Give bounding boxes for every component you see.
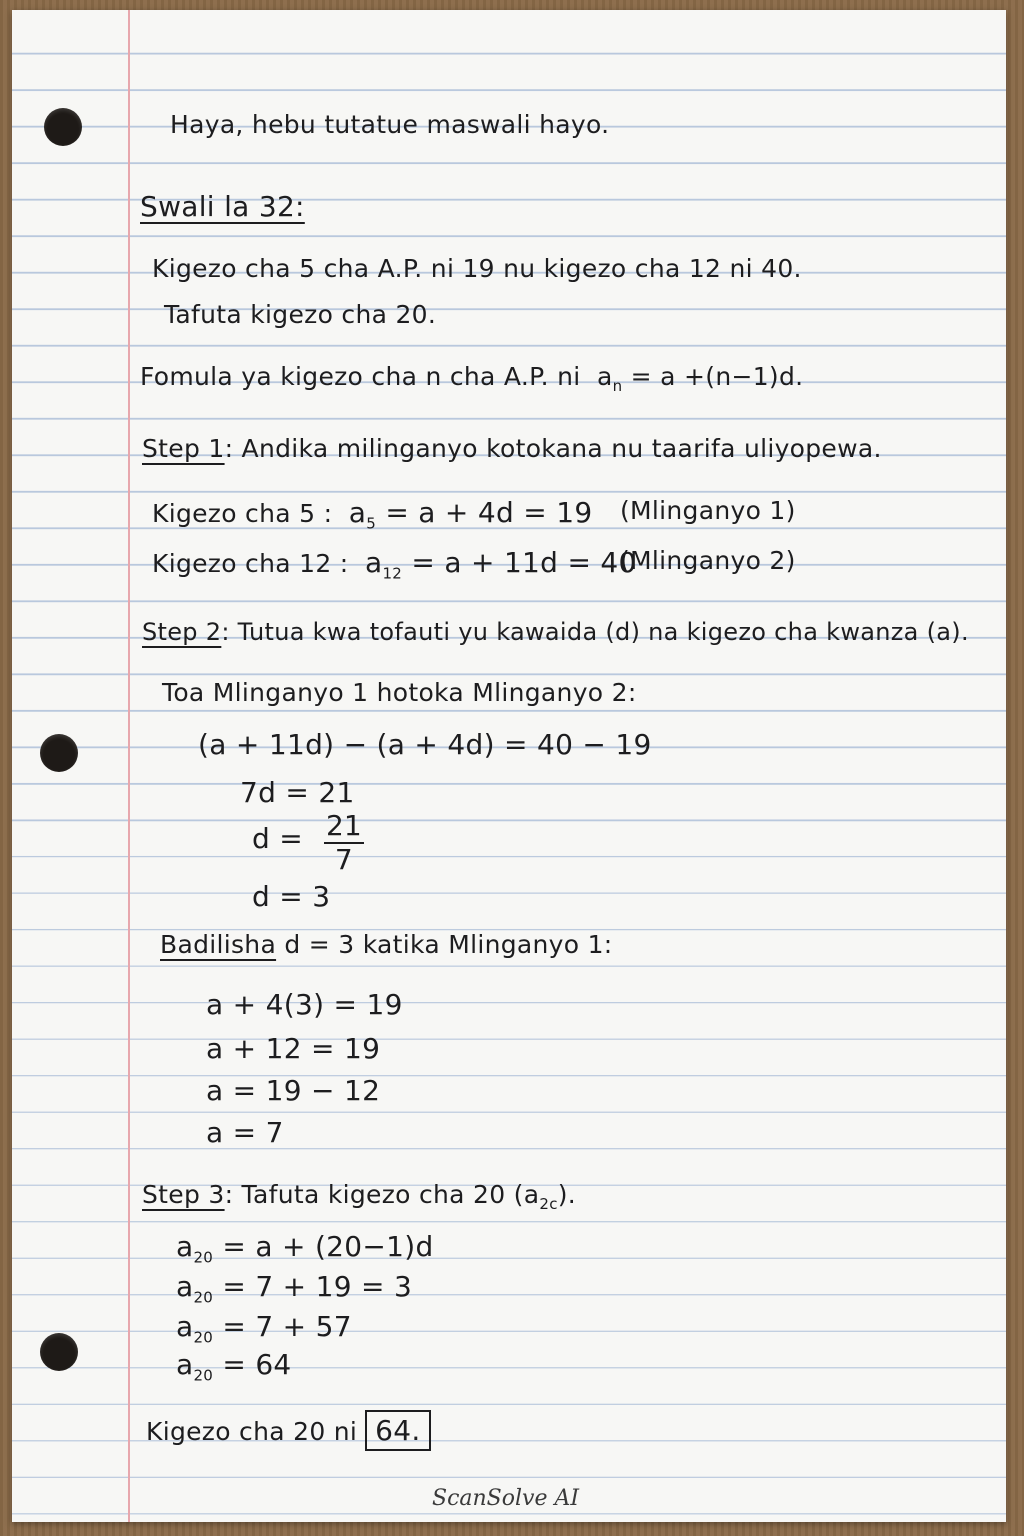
step1-text: : Andika milinganyo kotokana nu taarifa uliyopewa. (224, 434, 882, 463)
boxed-answer: 64. (365, 1410, 430, 1451)
step2-label: Step 2 (142, 618, 222, 646)
binder-hole (40, 734, 78, 772)
conclusion-text: Kigezo cha 20 ni (146, 1417, 358, 1446)
equation-1-tag: (Mlinganyo 1) (620, 496, 796, 525)
fraction-21-over-7 (324, 810, 364, 876)
formula-lhs: $a_n$ (596, 362, 623, 395)
question-heading: Swali la 32: (140, 190, 305, 223)
step2-result-7d: 7d = 21 (240, 776, 355, 809)
question-line-1: Kigezo cha 5 cha A.P. ni 19 nu kigezo cha 12 ni 40. (152, 254, 802, 283)
conclusion-line (146, 1410, 431, 1451)
a20-line-2: $a_{20} = 7 + 19 = 3$ (176, 1270, 413, 1307)
equation-1: Kigezo cha 5 : $a_5 = a + 4d = 19$ (152, 496, 593, 533)
subtract-line: (a + 11d) − (a + 4d) = 40 − 19 (198, 728, 652, 761)
step3-label: Step 3 (142, 1180, 225, 1209)
question-line-2: Tafuta kigezo cha 20. (164, 300, 437, 329)
fraction-numerator: 21 (326, 809, 362, 842)
a20-line-3: $a_{20} = 7 + 57$ (176, 1310, 352, 1347)
step2-text: : Tutua kwa tofauti yu kawaida (d) na kigezo cha kwanza (a). (221, 618, 969, 646)
a20-line-4: $a_{20} = 64$ (176, 1348, 292, 1385)
intro-text: Haya, hebu tutatue maswali hayo. (170, 110, 610, 139)
step1-label: Step 1 (142, 434, 225, 463)
equation-2-tag: (Mlinganyo 2) (620, 546, 796, 575)
signature: ScanSolve AI (432, 1486, 580, 1511)
notebook-page (12, 10, 1006, 1522)
d-result: d = 3 (252, 880, 331, 913)
sub-line-3: a = 19 − 12 (206, 1074, 381, 1107)
substitute-line (160, 930, 613, 959)
fraction-lhs: d = (252, 822, 304, 855)
step3-line: Step 3: Tafuta kigezo cha 20 $(a_{2c})$. (142, 1180, 577, 1213)
margin-line (128, 10, 130, 1522)
subtract-intro: Toa Mlinganyo 1 hotoka Mlinganyo 2: (162, 678, 637, 707)
formula-rhs: = a +(n−1)d. (630, 362, 804, 391)
sub-line-1: a + 4(3) = 19 (206, 988, 403, 1021)
binder-hole (40, 1333, 78, 1371)
sub-line-2: a + 12 = 19 (206, 1032, 381, 1065)
formula-line (140, 362, 803, 395)
binder-hole (44, 108, 82, 146)
equation-2: Kigezo cha 12 : $a_{12} = a + 11d = 40$ (152, 546, 637, 583)
step2-line (142, 618, 969, 646)
fraction-denominator: 7 (334, 843, 353, 876)
sub-line-4: a = 7 (206, 1116, 284, 1149)
substitute-text: d = 3 katika Mlinganyo 1: (284, 930, 613, 959)
substitute-label: Badilisha (160, 930, 277, 959)
a20-line-1: $a_{20} = a + (20-1)d$ (176, 1230, 434, 1267)
step1-line (142, 434, 882, 463)
formula-text: Fomula ya kigezo cha n cha A.P. ni (140, 362, 581, 391)
